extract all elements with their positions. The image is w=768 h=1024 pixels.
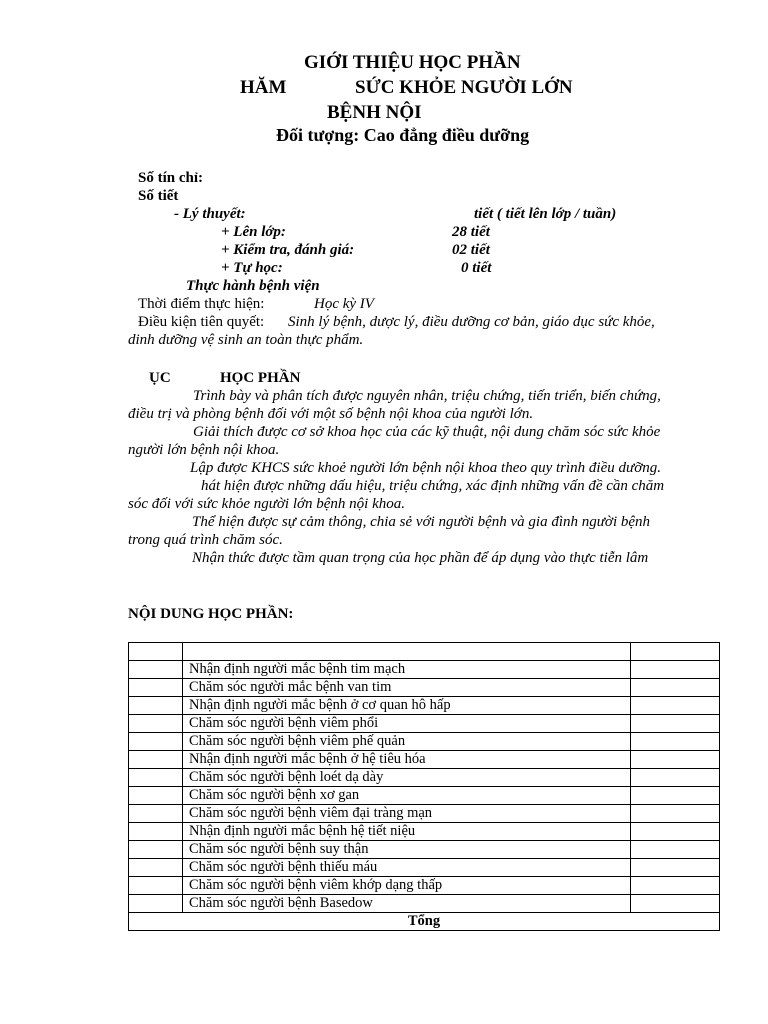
table-cell-periods [631, 841, 720, 859]
table-cell-periods [631, 643, 720, 661]
class-hours-label: + Lên lớp: [221, 224, 286, 240]
theory-value: tiết ( tiết lên lớp / tuần) [474, 206, 617, 222]
table-row [129, 661, 720, 679]
table-cell-topic: Chăm sóc người bệnh Basedow [183, 895, 631, 913]
table-cell-periods [631, 895, 720, 913]
table-cell-topic: Chăm sóc người bệnh suy thận [183, 841, 631, 859]
table-cell-periods [631, 769, 720, 787]
table-cell-topic: Chăm sóc người bệnh thiếu máu [183, 859, 631, 877]
objective-4-line2: sóc đối với sức khỏe người lớn bệnh nội khoa. [128, 496, 405, 512]
timing-label: Thời điểm thực hiện: [138, 296, 265, 312]
target-audience: Đối tượng: Cao đẳng điều dưỡng [276, 125, 530, 145]
table-cell-number [129, 859, 183, 877]
content-table [128, 642, 720, 931]
assessment-value: 02 tiết [452, 242, 490, 258]
table-cell-topic: Chăm sóc người bệnh viêm phổi [183, 715, 631, 733]
table-cell-topic: Chăm sóc người bệnh viêm khớp dạng thấp [183, 877, 631, 895]
table-row [129, 769, 720, 787]
table-cell-number [129, 661, 183, 679]
table-cell-topic: Chăm sóc người bệnh xơ gan [183, 787, 631, 805]
table-cell-topic [183, 643, 631, 661]
table-cell-number [129, 877, 183, 895]
table-cell-number [129, 679, 183, 697]
table-cell-topic: Nhận định người mắc bệnh ở cơ quan hô hấp [183, 697, 631, 715]
table-cell-number [129, 769, 183, 787]
objective-1-line1: Trình bày và phân tích được nguyên nhân, triệu chứng, tiến triển, biến chứng, [193, 388, 661, 404]
course-intro-title: GIỚI THIỆU HỌC PHẦN [304, 52, 521, 73]
self-study-value: 0 tiết [461, 260, 492, 276]
table-cell-number [129, 895, 183, 913]
table-row [129, 841, 720, 859]
table-cell-periods [631, 877, 720, 895]
table-cell-periods [631, 823, 720, 841]
table-cell-number [129, 751, 183, 769]
table-cell-number [129, 715, 183, 733]
table-row [129, 859, 720, 877]
table-cell-periods [631, 787, 720, 805]
table-cell-number [129, 787, 183, 805]
self-study-label: + Tự học: [221, 260, 283, 276]
table-cell-periods [631, 697, 720, 715]
table-cell-number [129, 823, 183, 841]
table-row [129, 697, 720, 715]
objective-2-line2: người lớn bệnh nội khoa. [128, 442, 280, 458]
course-title-prefix: HĂM [240, 77, 287, 98]
table-cell-number [129, 697, 183, 715]
class-hours-value: 28 tiết [452, 224, 490, 240]
table-row [129, 877, 720, 895]
objective-5-line1: Thể hiện được sự cảm thông, chia sẻ với người bệnh và gia đình người bệnh [192, 514, 651, 530]
content-heading: NỘI DUNG HỌC PHẦN: [128, 606, 294, 622]
table-cell-periods [631, 751, 720, 769]
assessment-label: + Kiểm tra, đánh giá: [221, 242, 355, 258]
table-total-row [129, 913, 720, 931]
table-total-label: Tổng [129, 913, 720, 931]
table-cell-periods [631, 805, 720, 823]
table-cell-periods [631, 733, 720, 751]
table-row [129, 895, 720, 913]
course-title: SỨC KHỎE NGƯỜI LỚN [355, 77, 573, 98]
prerequisite-value-line1: Sinh lý bệnh, dược lý, điều dưỡng cơ bản, giáo dục sức khỏe, [288, 314, 655, 330]
table-cell-periods [631, 859, 720, 877]
objectives-heading-prefix: ỤC [149, 370, 171, 386]
theory-label: - Lý thuyết: [174, 206, 246, 222]
table-row [129, 805, 720, 823]
table-cell-number [129, 841, 183, 859]
table-cell-number [129, 805, 183, 823]
objective-2-line1: Giải thích được cơ sở khoa học của các kỹ thuật, nội dung chăm sóc sức khỏe [193, 424, 661, 440]
table-row [129, 679, 720, 697]
table-cell-topic: Nhận định người mắc bệnh hệ tiết niệu [183, 823, 631, 841]
prerequisite-value-line2: dinh dưỡng vệ sinh an toàn thực phẩm. [128, 332, 364, 348]
table-cell-topic: Chăm sóc người mắc bệnh van tim [183, 679, 631, 697]
table-cell-topic: Chăm sóc người bệnh viêm phế quản [183, 733, 631, 751]
objective-5-line2: trong quá trình chăm sóc. [128, 532, 283, 548]
table-cell-periods [631, 679, 720, 697]
table-cell-number [129, 643, 183, 661]
prerequisite-label: Điều kiện tiên quyết: [138, 314, 265, 330]
table-row [129, 643, 720, 661]
periods-label: Số tiết [138, 188, 179, 204]
table-row [129, 715, 720, 733]
credits-label: Số tín chỉ: [138, 170, 204, 186]
table-cell-topic: Chăm sóc người bệnh viêm đại tràng mạn [183, 805, 631, 823]
table-cell-periods [631, 661, 720, 679]
course-subtitle: BỆNH NỘI [327, 102, 422, 123]
table-cell-topic: Chăm sóc người bệnh loét dạ dày [183, 769, 631, 787]
hospital-practice-label: Thực hành bệnh viện [186, 278, 320, 294]
objective-6-line1: Nhận thức được tầm quan trọng của học phần để áp dụng vào thực tiễn lâm [192, 550, 649, 566]
table-cell-periods [631, 715, 720, 733]
timing-value: Học kỳ IV [314, 296, 374, 312]
table-row [129, 823, 720, 841]
table-row [129, 733, 720, 751]
table-cell-topic: Nhận định người mắc bệnh tim mạch [183, 661, 631, 679]
table-cell-topic: Nhận định người mắc bệnh ở hệ tiêu hóa [183, 751, 631, 769]
objective-3-line1: Lập được KHCS sức khoẻ người lớn bệnh nội khoa theo quy trình điều dưỡng. [190, 460, 661, 476]
table-cell-number [129, 733, 183, 751]
objective-4-line1: hát hiện được những dấu hiệu, triệu chứng, xác định những vấn đề cần chăm [201, 478, 665, 494]
table-row [129, 787, 720, 805]
objectives-heading: HỌC PHẦN [220, 370, 301, 386]
objective-1-line2: điều trị và phòng bệnh đối với một số bệnh nội khoa của người lớn. [128, 406, 534, 422]
table-row [129, 751, 720, 769]
